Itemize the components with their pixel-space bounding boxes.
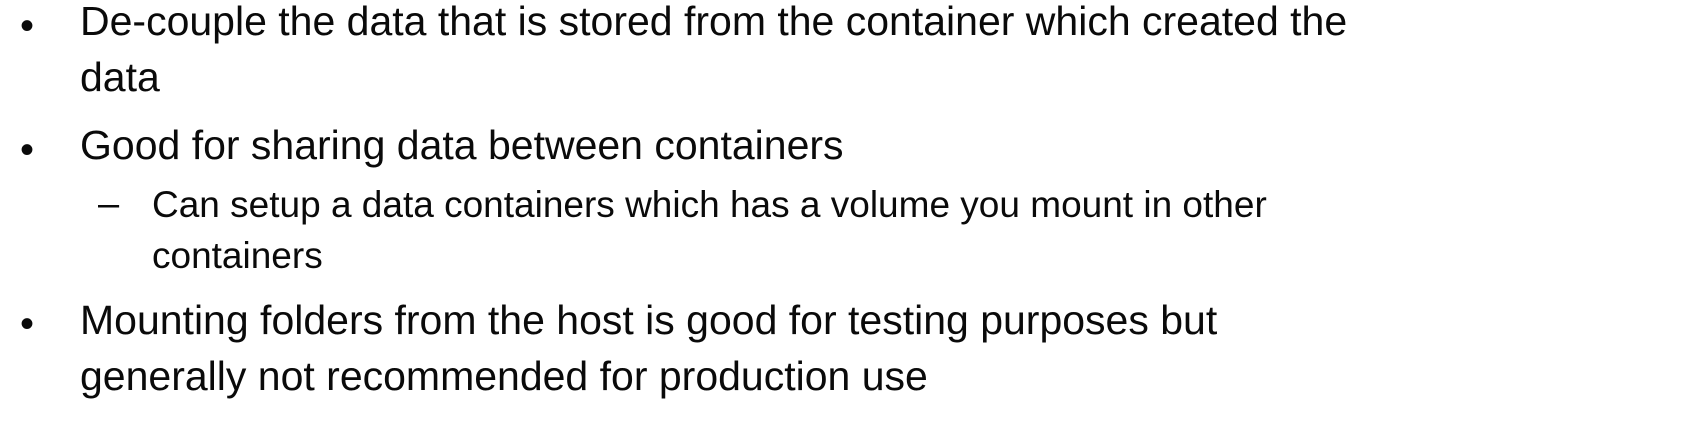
bullet-dot: •: [20, 4, 35, 48]
bullet-text-line: data: [80, 54, 160, 100]
bullet-dot: •: [20, 128, 35, 172]
sub-bullet-dash: –: [98, 183, 120, 225]
bullet-dot: •: [20, 302, 35, 346]
bullet-text-line: De-couple the data that is stored from the container which created the: [80, 0, 1348, 44]
bullet-text-line: Good for sharing data between containers: [80, 122, 844, 168]
bullet-text-line: Mounting folders from the host is good for testing purposes but: [80, 297, 1218, 343]
sub-bullet-text-line: containers: [152, 235, 323, 276]
sub-bullet-text-line: Can setup a data containers which has a volume you mount in other: [152, 184, 1267, 225]
bullet-text-line: generally not recommended for production use: [80, 353, 928, 399]
